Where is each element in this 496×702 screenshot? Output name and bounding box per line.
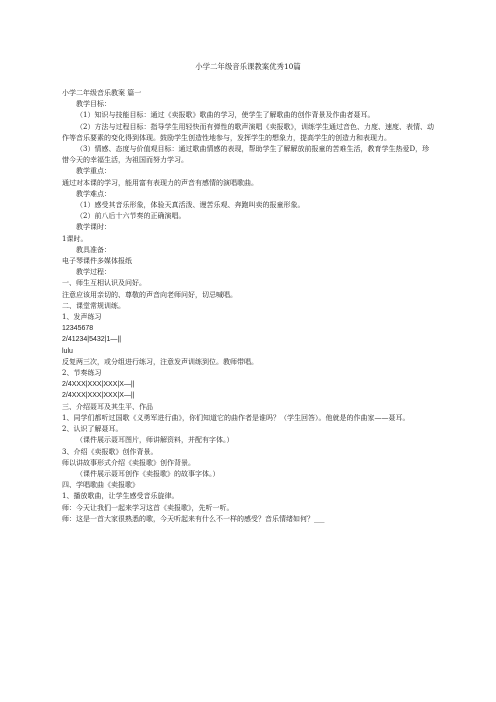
text-line: （1）知识与技能目标：通过《卖报歌》歌曲的学习，使学生了解歌曲的创作背景及作曲者聂耳。 [76, 111, 375, 120]
text-line: （课件展示聂耳图片，师讲解资料，并配有字体。） [76, 436, 234, 445]
text-line: 电子琴课件多媒体报纸 [62, 257, 132, 266]
text-line: 1、同学们都听过国歌《义勇军进行曲》，你们知道它的曲作者是谁吗？（学生回答）。他就是的作曲家——聂耳。 [62, 413, 410, 422]
text-line: 教具准备： [76, 245, 111, 254]
text-line: 12345678 [62, 325, 94, 333]
text-line: 通过对本课的学习，能用富有表现力的声音有感情的演唱歌曲。 [62, 178, 258, 187]
text-line: （1）感受其音乐形象，体验天真活泼、谩苦乐观、奔跑叫卖的报童形象。 [76, 201, 305, 210]
text-line: 教学重点： [76, 167, 111, 176]
text-line: 1、播放歌曲，让学生感受音乐旋律。 [62, 492, 179, 501]
text-line: 小学二年级音乐教案 篇一 [62, 89, 142, 97]
text-line: 3、介绍《卖报歌》创作背景。 [62, 447, 158, 456]
text-line: 2/41234|5432|1—|| [62, 336, 122, 344]
text-line: （2）前八后十六节奏的正确演唱。 [76, 212, 186, 221]
text-line: 教学难点： [76, 189, 111, 198]
text-line: lulu [62, 347, 73, 355]
text-line: 教学课时： [76, 223, 111, 232]
text-line: 二、课堂常规训练。 [62, 301, 125, 310]
text-line: 一、师生互相认识及问好。 [62, 279, 146, 288]
text-line: 1、发声练习 [62, 313, 102, 322]
text-line: 1课时。 [62, 234, 88, 243]
text-line: 注意应该用亲切的、尊敬的声音向老师问好，切忌喊唱。 [62, 290, 237, 299]
text-line: 2、节奏练习 [62, 369, 102, 378]
text-line: 师：这是一首大家很熟悉的歌，今天听起来有什么不一样的感受？音乐情绪如何？___ [62, 514, 325, 523]
document-body [62, 88, 434, 525]
text-line: （3）情感、态度与价值观目标：通过歌曲情感的表现，帮助学生了解解放前报童的苦难生活，教育学生热爱D，珍惜今天的幸福生活，为祖国而努力学习。 [62, 145, 430, 165]
text-line: 教学目标： [76, 100, 111, 109]
text-line: 2、认识了解聂耳。 [62, 425, 123, 434]
text-line: 师以讲故事形式介绍《卖报歌》创作背景。 [62, 458, 195, 467]
text-line: 2/4XXX|XXX|XXX|X—|| [62, 392, 135, 400]
text-line: 三、介绍聂耳及其生平、作品 [62, 402, 153, 411]
text-line: 反复两三次，或分组进行练习，注意发声训练到位。教师带唱。 [62, 357, 258, 366]
text-line: 2/4XXX|XXX|XXX|X—|| [62, 381, 135, 389]
text-line: 四、学唱歌曲《卖报歌》 [62, 481, 139, 490]
text-line: （课件展示聂耳创作《卖报歌》的故事字体。） [76, 469, 220, 478]
page-title: 小学二年级音乐课教案优秀10篇 [195, 62, 301, 71]
text-line: 教学过程： [76, 268, 111, 277]
text-line: （2）方法与过程目标：指导学生用轻快而有弹性的歌声演唱《卖报歌》，训练学生通过音色、力度、速度、表情、动作等音乐要素的变化得到体现。鼓励学生创造性地参与，发挥学生的想象力，提高学生的创造力和表现力。 [62, 122, 434, 142]
text-line: 师：今天让我们一起来学习这首《卖报歌》，先听一听。 [62, 503, 234, 512]
